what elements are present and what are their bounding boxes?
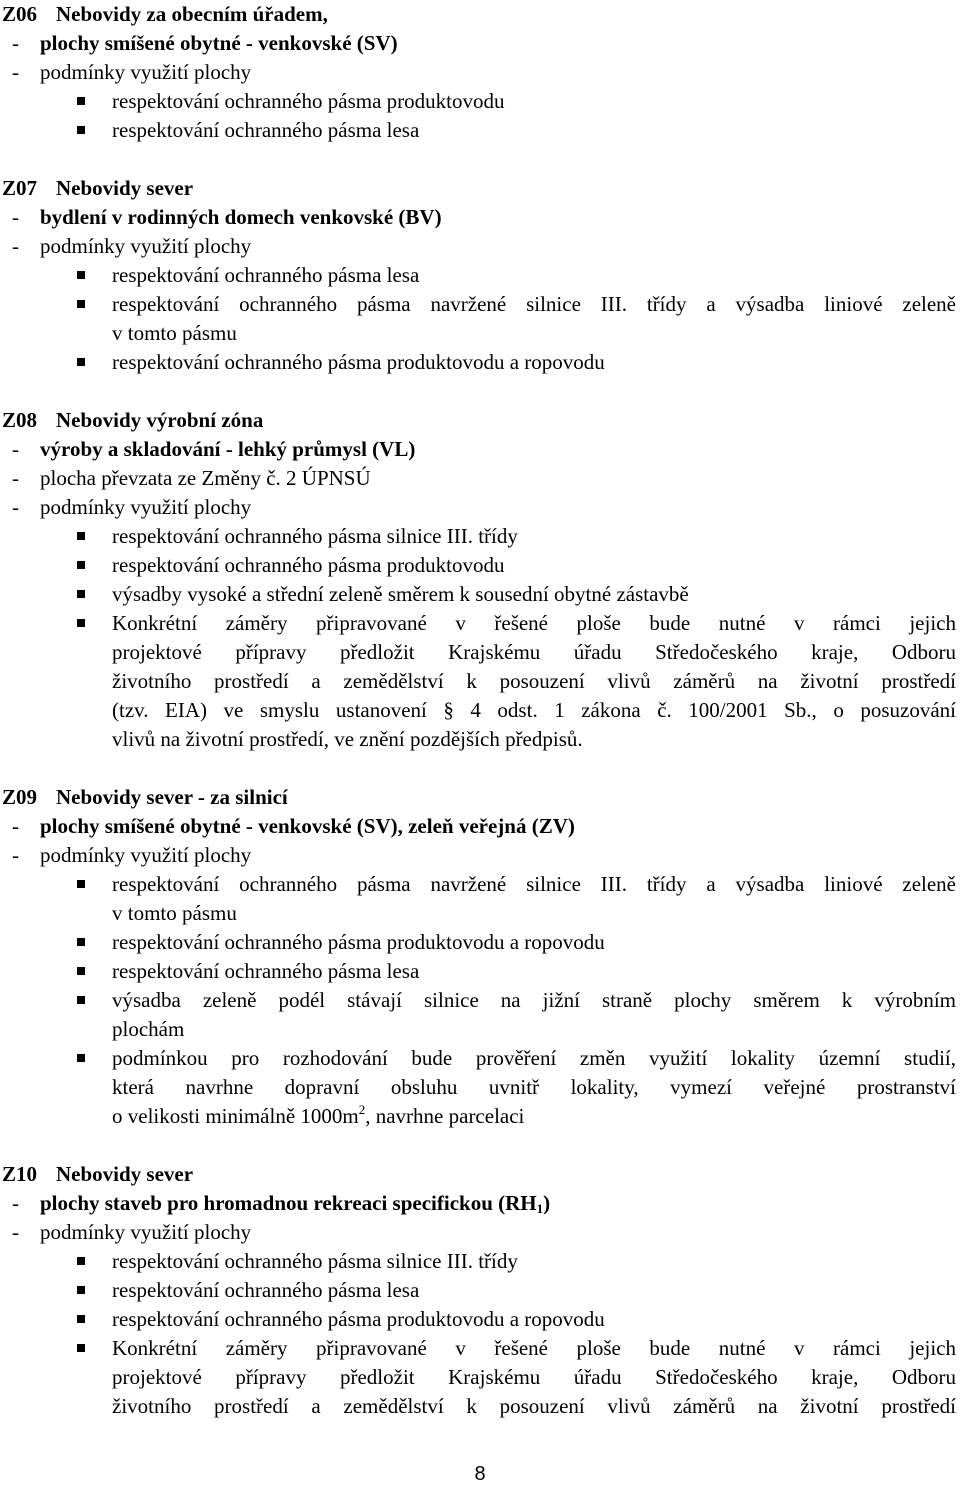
conditions-line [0, 58, 960, 87]
bullet-item [0, 1247, 960, 1276]
zone-heading [0, 0, 960, 29]
dash: - [12, 495, 19, 519]
land-use: plochy smíšené obytné - venkovské (SV) [40, 31, 398, 55]
bullet-text: respektování ochranného pásma lesa [112, 263, 420, 287]
zone-id: Z10 [2, 1162, 38, 1186]
bullet-continuation [0, 1392, 960, 1421]
note-line [0, 464, 960, 493]
bullet-text: , navrhne parcelaci [365, 1104, 525, 1128]
square-bullet-icon [77, 532, 85, 540]
land-use: výroby a skladování - lehký průmysl (VL) [40, 437, 416, 461]
conditions-label: podmínky využití plochy [40, 843, 252, 867]
bullet-continuation [0, 638, 960, 667]
dash: - [12, 437, 19, 461]
bullet-item [0, 261, 960, 290]
dash: - [12, 1220, 19, 1244]
spacer [0, 145, 960, 174]
zone-title: Nebovidy sever [56, 176, 194, 200]
bullet-text: respektování ochranného pásma navržené silnice III. třídy a výsadba liniové zeleně [112, 292, 956, 316]
dash: - [12, 1191, 19, 1215]
conditions-label: podmínky využití plochy [40, 234, 252, 258]
bullet-text: respektování ochranného pásma produktovodu a ropovodu [112, 930, 605, 954]
bullet-text: v tomto pásmu [112, 321, 237, 345]
bullet-item [0, 87, 960, 116]
square-bullet-icon [77, 619, 85, 627]
square-bullet-icon [77, 1054, 85, 1062]
use-line [0, 812, 960, 841]
bullet-continuation [0, 667, 960, 696]
bullet-continuation [0, 899, 960, 928]
bullet-item [0, 580, 960, 609]
land-use-text: ) [543, 1191, 551, 1215]
zone-heading [0, 174, 960, 203]
use-line [0, 1189, 960, 1218]
square-bullet-icon [77, 938, 85, 946]
bullet-item [0, 348, 960, 377]
bullet-text: (tzv. EIA) ve smyslu ustanovení § 4 odst. 1 zákona č. 100/2001 Sb., o posuzování [112, 698, 956, 722]
land-use [40, 1191, 550, 1215]
superscript: 2 [358, 1102, 366, 1117]
use-line [0, 203, 960, 232]
dash: - [12, 31, 19, 55]
zone-heading [0, 406, 960, 435]
zone-id: Z06 [2, 2, 38, 26]
bullet-item [0, 551, 960, 580]
bullet-text: respektování ochranného pásma produktovodu a ropovodu [112, 350, 605, 374]
bullet-text: vlivů na životní prostředí, ve znění pozdějších předpisů. [112, 727, 583, 751]
bullet-text: respektování ochranného pásma lesa [112, 959, 420, 983]
square-bullet-icon [77, 967, 85, 975]
bullet-continuation [0, 696, 960, 725]
bullet-continuation [0, 1073, 960, 1102]
conditions-line [0, 232, 960, 261]
use-line [0, 29, 960, 58]
bullet-item [0, 609, 960, 638]
zone-z07 [0, 174, 960, 377]
square-bullet-icon [77, 1315, 85, 1323]
dash: - [12, 814, 19, 838]
bullet-continuation [0, 1363, 960, 1392]
bullet-text: respektování ochranného pásma navržené silnice III. třídy a výsadba liniové zeleně [112, 872, 956, 896]
bullet-item [0, 928, 960, 957]
note-text: plocha převzata ze Změny č. 2 ÚPNSÚ [40, 466, 371, 490]
bullet-text: podmínkou pro rozhodování bude prověření změn využití lokality územní studií, [112, 1046, 956, 1070]
zone-heading [0, 1160, 960, 1189]
dash: - [12, 843, 19, 867]
page-number: 8 [474, 1463, 486, 1485]
square-bullet-icon [77, 358, 85, 366]
bullet-text: životního prostředí a zemědělství k posouzení vlivů záměrů na životní prostředí [112, 669, 956, 693]
bullet-text: výsadba zeleně podél stávají silnice na jižní straně plochy směrem k výrobním [112, 988, 956, 1012]
dash: - [12, 234, 19, 258]
bullet-text: Konkrétní záměry připravované v řešené ploše bude nutné v rámci jejich [112, 611, 956, 635]
bullet-item [0, 290, 960, 319]
bullet-item [0, 1044, 960, 1073]
square-bullet-icon [77, 996, 85, 1004]
bullet-text: respektování ochranného pásma produktovodu [112, 553, 505, 577]
zone-z10 [0, 1160, 960, 1421]
zone-id: Z08 [2, 408, 38, 432]
conditions-line [0, 493, 960, 522]
bullet-text: respektování ochranného pásma silnice III. třídy [112, 524, 518, 548]
bullet-text: respektování ochranného pásma produktovodu [112, 89, 505, 113]
bullet-item [0, 870, 960, 899]
subscript: 1 [536, 1201, 544, 1216]
zone-title: Nebovidy výrobní zóna [56, 408, 264, 432]
square-bullet-icon [77, 880, 85, 888]
square-bullet-icon [77, 590, 85, 598]
dash: - [12, 466, 19, 490]
conditions-line [0, 841, 960, 870]
square-bullet-icon [77, 271, 85, 279]
bullet-item [0, 1276, 960, 1305]
square-bullet-icon [77, 300, 85, 308]
bullet-item [0, 986, 960, 1015]
bullet-text: která navrhne dopravní obsluhu uvnitř lokality, vymezí veřejné prostranství [112, 1075, 956, 1099]
zone-z09 [0, 783, 960, 1131]
conditions-label: podmínky využití plochy [40, 1220, 252, 1244]
bullet-continuation [0, 319, 960, 348]
square-bullet-icon [77, 1344, 85, 1352]
bullet-text: výsadby vysoké a střední zeleně směrem k sousední obytné zástavbě [112, 582, 689, 606]
zone-z06 [0, 0, 960, 145]
bullet-text: v tomto pásmu [112, 901, 237, 925]
conditions-line [0, 1218, 960, 1247]
bullet-text: projektové přípravy předložit Krajskému úřadu Středočeského kraje, Odboru [112, 1365, 956, 1389]
zone-id: Z09 [2, 785, 38, 809]
spacer [0, 1131, 960, 1160]
bullet-text: respektování ochranného pásma silnice III. třídy [112, 1249, 518, 1273]
bullet-continuation [0, 1102, 960, 1131]
bullet-text: Konkrétní záměry připravované v řešené ploše bude nutné v rámci jejich [112, 1336, 956, 1360]
bullet-continuation [0, 725, 960, 754]
bullet-item [0, 1305, 960, 1334]
land-use: bydlení v rodinných domech venkovské (BV) [40, 205, 442, 229]
bullet-item [0, 116, 960, 145]
spacer [0, 377, 960, 406]
square-bullet-icon [77, 1257, 85, 1265]
bullet-text: životního prostředí a zemědělství k posouzení vlivů záměrů na životní prostředí [112, 1394, 956, 1418]
land-use: plochy smíšené obytné - venkovské (SV), zeleň veřejná (ZV) [40, 814, 575, 838]
bullet-text: respektování ochranného pásma lesa [112, 1278, 420, 1302]
use-line [0, 435, 960, 464]
square-bullet-icon [77, 1286, 85, 1294]
spacer [0, 754, 960, 783]
zone-z08 [0, 406, 960, 754]
zone-title: Nebovidy sever [56, 1162, 194, 1186]
conditions-label: podmínky využití plochy [40, 495, 252, 519]
conditions-label: podmínky využití plochy [40, 60, 252, 84]
bullet-item [0, 522, 960, 551]
bullet-continuation [0, 1015, 960, 1044]
square-bullet-icon [77, 97, 85, 105]
bullet-text: projektové přípravy předložit Krajskému úřadu Středočeského kraje, Odboru [112, 640, 956, 664]
dash: - [12, 60, 19, 84]
bullet-text: o velikosti minimálně 1000m [112, 1104, 359, 1128]
zone-id: Z07 [2, 176, 38, 200]
square-bullet-icon [77, 561, 85, 569]
bullet-text: respektování ochranného pásma produktovodu a ropovodu [112, 1307, 605, 1331]
bullet-text: respektování ochranného pásma lesa [112, 118, 420, 142]
land-use-text: plochy staveb pro hromadnou rekreaci specifickou (RH [40, 1191, 537, 1215]
zone-title: Nebovidy sever - za silnicí [56, 785, 288, 809]
square-bullet-icon [77, 126, 85, 134]
bullet-text: plochám [112, 1017, 185, 1041]
zone-heading [0, 783, 960, 812]
dash: - [12, 205, 19, 229]
bullet-item [0, 957, 960, 986]
bullet-item [0, 1334, 960, 1363]
zone-title: Nebovidy za obecním úřadem, [56, 2, 328, 26]
